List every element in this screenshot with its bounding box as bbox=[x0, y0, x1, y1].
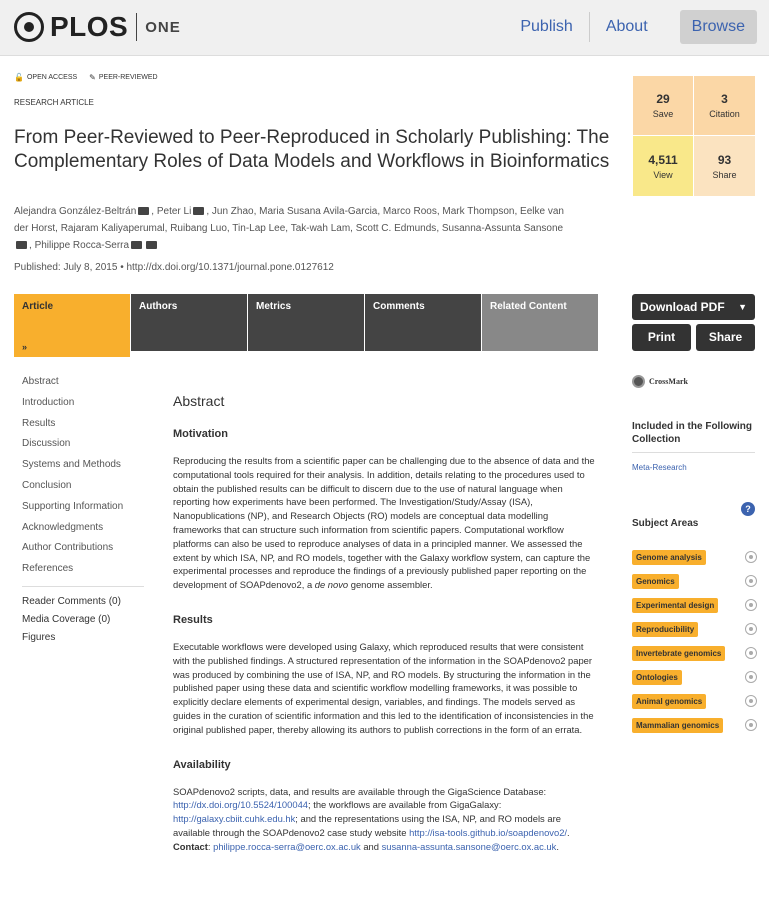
tab-article[interactable] bbox=[14, 294, 130, 357]
tab-authors[interactable] bbox=[131, 294, 247, 351]
chevron-double-down-icon: » bbox=[22, 342, 28, 352]
tab-article-label: Article bbox=[22, 301, 54, 312]
author-link[interactable]: Eelke van der Horst bbox=[14, 206, 564, 234]
nav-browse-button[interactable]: Browse bbox=[680, 10, 757, 44]
article-title: From Peer-Reviewed to Peer-Reproduced in Scholarly Publishing: The Complementary Roles of Data Models and Workflows in Bioinformatics bbox=[14, 127, 610, 172]
share-button[interactable]: Share bbox=[696, 324, 755, 351]
nav-divider bbox=[22, 586, 144, 587]
target-icon[interactable] bbox=[745, 695, 757, 707]
subject-tag[interactable]: Genome analysis bbox=[632, 550, 706, 565]
envelope-icon[interactable] bbox=[131, 241, 142, 249]
author-link[interactable]: Scott C. Edmunds bbox=[355, 223, 437, 234]
subject-item bbox=[632, 713, 757, 737]
metric-view[interactable] bbox=[633, 136, 694, 196]
main-nav bbox=[504, 10, 757, 44]
subject-item bbox=[632, 545, 757, 569]
metric-citation-value: 3 bbox=[721, 92, 728, 106]
motivation-text-end: genome assembler. bbox=[348, 579, 433, 591]
logo-text: PLOS bbox=[50, 11, 129, 42]
open-access-label: OPEN ACCESS bbox=[26, 74, 78, 81]
crossmark-link[interactable] bbox=[632, 375, 688, 388]
collection-divider bbox=[632, 452, 755, 453]
avail-text: ; the workflows are available from GigaGalaxy: bbox=[308, 799, 502, 811]
nav-reader-comments[interactable]: Reader Comments (0) bbox=[22, 595, 121, 607]
tab-metrics-label: Metrics bbox=[256, 301, 292, 312]
subject-item bbox=[632, 617, 757, 641]
author-link[interactable]: Tak-wah Lam bbox=[290, 223, 351, 234]
author-link[interactable]: Tin-Lap Lee bbox=[232, 223, 286, 234]
target-icon[interactable] bbox=[745, 671, 757, 683]
article-type: RESEARCH ARTICLE bbox=[14, 98, 94, 107]
crossmark-icon bbox=[632, 375, 645, 388]
tab-comments-label: Comments bbox=[373, 301, 425, 312]
tab-related-content[interactable] bbox=[482, 294, 598, 351]
motivation-text-part: Reproducing the results from a scientific paper can be challenging due to the absence of data and the computational tools required for their analysis. In addition, details relating to the procedures used to obtain the published results can be difficult to discern due to the use of natural language when reporting how experiments have been performed. The Investigation/Study/Assay (ISA), Nanopublications (NP), and Research Objects (RO) models are conceptual data modelling frameworks that can structure such information from scientific papers. Computational workflow platforms can also be used to reproduce analyses of data in a principled manner. We assessed the extent by which ISA, NP, and RO models, together with the Galaxy workflow system, can capture the experimental processes and reproduce the findings of a previously published paper reporting on the development of SOAPdenovo2, a bbox=[173, 455, 595, 591]
article-metrics bbox=[633, 76, 755, 196]
motivation-emphasis: de novo bbox=[314, 579, 349, 591]
metric-save-value: 29 bbox=[656, 92, 670, 106]
target-icon[interactable] bbox=[745, 575, 757, 587]
availability-heading: Availability bbox=[173, 758, 231, 771]
subject-tag[interactable]: Invertebrate genomics bbox=[632, 646, 725, 661]
nav-conclusion[interactable]: Conclusion bbox=[22, 479, 72, 491]
nav-results[interactable]: Results bbox=[22, 417, 56, 429]
tab-metrics[interactable] bbox=[248, 294, 364, 351]
nav-introduction[interactable]: Introduction bbox=[22, 396, 75, 408]
target-icon[interactable] bbox=[745, 647, 757, 659]
results-heading: Results bbox=[173, 613, 213, 626]
envelope-icon[interactable] bbox=[146, 241, 157, 249]
avail-text: ; and the representations using the ISA, NP, and RO models are available through the SOAPdenovo2 case study website bbox=[173, 813, 561, 838]
subject-tag[interactable]: Mammalian genomics bbox=[632, 718, 723, 733]
target-icon[interactable] bbox=[745, 719, 757, 731]
collection-heading: Included in the Following Collection bbox=[632, 421, 752, 445]
subject-list bbox=[632, 545, 757, 737]
results-text: Executable workflows were developed using Galaxy, which reproduced results that were consistent with the published findings. A structured representation of the information in the SOAPdenovo2 paper was produced by combining the use of ISA, NP, and RO models. By structuring the information in the published paper using these data and scientific workflow modelling frameworks, it was possible to explicitly declare elements of experimental design, variables, and findings. The models served as guides in the curation of scientific information and this led to the identification of inconsistencies in the original published paper, thereby allowing its authors to publish corrections in the form of an errata. bbox=[173, 640, 594, 735]
metric-citation-label: Citation bbox=[709, 109, 740, 119]
doi-text: http://dx.doi.org/10.1371/journal.pone.0127612 bbox=[126, 262, 334, 273]
avail-text: SOAPdenovo2 scripts, data, and results are available through the GigaScience Database: bbox=[173, 785, 547, 797]
logo-divider bbox=[136, 13, 137, 41]
nav-figures[interactable]: Figures bbox=[22, 631, 56, 643]
nav-acknowledgments[interactable]: Acknowledgments bbox=[22, 521, 104, 533]
author-link[interactable]: Rajaram Kaliyaperumal bbox=[60, 223, 165, 234]
nav-discussion[interactable]: Discussion bbox=[22, 438, 71, 450]
nav-systems-methods[interactable]: Systems and Methods bbox=[22, 459, 121, 471]
author-link[interactable]: Marco Roos bbox=[382, 206, 437, 217]
article-body bbox=[173, 393, 598, 876]
avail-text: . bbox=[556, 840, 559, 852]
nav-abstract[interactable]: Abstract bbox=[22, 376, 59, 387]
metric-share[interactable] bbox=[694, 136, 755, 196]
metric-save[interactable] bbox=[633, 76, 694, 136]
isa-tools-link[interactable]: http://isa-tools.github.io/soapdenovo2/ bbox=[409, 826, 568, 838]
availability-text bbox=[173, 785, 598, 854]
gigagalaxy-link[interactable]: http://galaxy.cbiit.cuhk.edu.hk bbox=[173, 813, 296, 825]
avail-text: and bbox=[360, 840, 382, 852]
author-link[interactable]: Ruibang Luo bbox=[170, 223, 227, 234]
target-icon[interactable] bbox=[745, 623, 757, 635]
peer-reviewed-badge bbox=[89, 73, 157, 82]
bullet: • bbox=[120, 262, 127, 273]
subject-tag[interactable]: Animal genomics bbox=[632, 694, 706, 709]
logo-sub: ONE bbox=[145, 18, 181, 36]
subject-tag[interactable]: Ontologies bbox=[632, 670, 682, 685]
envelope-icon[interactable] bbox=[193, 207, 204, 215]
publication-line bbox=[14, 262, 334, 273]
nav-publish[interactable]: Publish bbox=[520, 18, 573, 35]
nav-media-coverage[interactable]: Media Coverage (0) bbox=[22, 613, 111, 625]
crossmark-label: CrossMark bbox=[649, 377, 688, 386]
nav-about[interactable]: About bbox=[605, 18, 648, 35]
target-icon[interactable] bbox=[745, 551, 757, 563]
author-link[interactable]: Alejandra González-Beltrán bbox=[14, 206, 137, 217]
section-nav bbox=[22, 374, 142, 650]
subject-tag[interactable]: Experimental design bbox=[632, 598, 718, 613]
caret-down-icon[interactable]: ▼ bbox=[738, 302, 747, 312]
author-list: Alejandra González-Beltrán , Peter Li , Jun Zhao, Maria Susana Avila-Garcia, Marco Roos, Mark Thompson, Eelke van der Horst, Rajaram Kaliyaperumal, Ruibang Luo, Tin-Lap Lee, Tak-wah Lam, Scott C. Edmunds, Susanna-Assunta Sansone, Philippe Rocca-Serra bbox=[14, 206, 564, 251]
question-icon[interactable]: ? bbox=[741, 502, 755, 516]
plos-logo-icon bbox=[14, 12, 44, 42]
avail-text: . bbox=[567, 826, 570, 838]
motivation-text bbox=[173, 454, 598, 592]
gigadb-link[interactable]: http://dx.doi.org/10.5524/100044 bbox=[173, 799, 309, 811]
nav-references[interactable]: References bbox=[22, 563, 74, 575]
contact-label: Contact bbox=[173, 840, 208, 852]
envelope-icon[interactable] bbox=[16, 241, 27, 249]
article-tabs bbox=[14, 294, 599, 357]
metric-share-value: 93 bbox=[717, 152, 732, 167]
metric-save-label: Save bbox=[652, 109, 674, 119]
tab-related-label: Related Content bbox=[490, 301, 567, 312]
download-pdf-button[interactable] bbox=[632, 294, 755, 320]
target-icon[interactable] bbox=[745, 599, 757, 611]
site-header bbox=[0, 0, 769, 56]
print-button[interactable]: Print bbox=[632, 324, 691, 351]
plos-one-logo[interactable] bbox=[14, 10, 181, 44]
article-badges bbox=[14, 73, 158, 82]
peer-reviewed-label: PEER-REVIEWED bbox=[98, 74, 158, 81]
subject-item bbox=[632, 689, 757, 713]
avail-text: : bbox=[207, 840, 214, 852]
author-link[interactable]: Jun Zhao bbox=[211, 206, 254, 217]
subject-areas-heading: Subject Areas bbox=[632, 518, 699, 529]
envelope-icon[interactable] bbox=[138, 207, 149, 215]
tab-authors-label: Authors bbox=[139, 301, 178, 312]
metric-view-label: View bbox=[653, 169, 673, 180]
unlock-icon: 🔓 bbox=[14, 73, 24, 82]
author-link[interactable]: Susanna-Assunta Sansone bbox=[441, 223, 564, 234]
subject-tag[interactable]: Reproducibility bbox=[632, 622, 698, 637]
subject-item bbox=[632, 569, 757, 593]
metric-share-label: Share bbox=[712, 169, 737, 180]
subject-item bbox=[632, 593, 757, 617]
author-link[interactable]: Peter Li bbox=[156, 206, 192, 217]
abstract-heading: Abstract bbox=[173, 393, 225, 409]
motivation-heading: Motivation bbox=[173, 428, 228, 440]
author-link[interactable]: Maria Susana Avila-Garcia bbox=[259, 206, 378, 217]
contact-email-link[interactable]: susanna-assunta.sansone@oerc.ox.ac.uk bbox=[381, 840, 557, 852]
metric-citation[interactable] bbox=[694, 76, 755, 136]
contact-email-link[interactable]: philippe.rocca-serra@oerc.ox.ac.uk bbox=[213, 840, 361, 852]
subject-tag[interactable]: Genomics bbox=[632, 574, 679, 589]
nav-author-contributions[interactable]: Author Contributions bbox=[22, 542, 114, 554]
subject-item bbox=[632, 665, 757, 689]
nav-supporting-info[interactable]: Supporting Information bbox=[22, 500, 124, 512]
subject-item bbox=[632, 641, 757, 665]
open-access-badge bbox=[14, 73, 77, 82]
collection-link[interactable]: Meta-Research bbox=[632, 463, 687, 472]
published-date: Published: July 8, 2015 bbox=[14, 262, 118, 273]
document-check-icon: ✎ bbox=[89, 73, 96, 82]
tab-comments[interactable] bbox=[365, 294, 481, 351]
author-link[interactable]: Mark Thompson bbox=[442, 206, 515, 217]
metric-view-value: 4,511 bbox=[648, 152, 678, 167]
author-link[interactable]: Philippe Rocca-Serra bbox=[34, 240, 130, 251]
download-pdf-label: Download PDF bbox=[640, 300, 725, 314]
